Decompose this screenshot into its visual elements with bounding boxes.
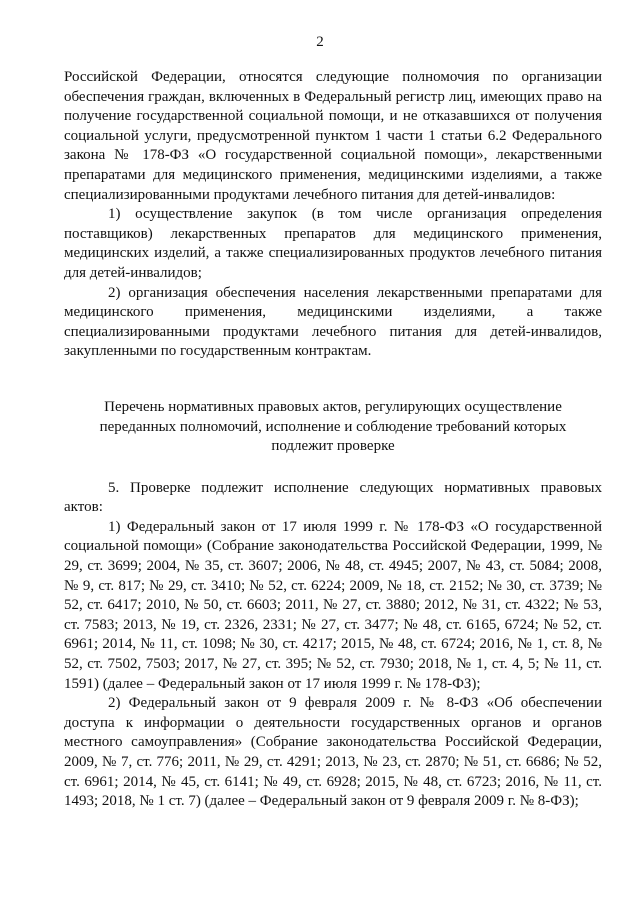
clause-5: 5. Проверке подлежит исполнение следующих нормативных правовых актов: [64,479,602,516]
section-heading: Перечень нормативных правовых актов, регулирующих осуществление переданных полномочий, исполнение и соблюдение требований которых подлежит проверке [99,398,567,455]
list-item-1: 1) осуществление закупок (в том числе организация определения поставщиков) лекарственных препаратов для медицинского применения, медицинских изделий, а также специализированных продуктов лечебного питания для детей-инвалидов; [64,206,602,281]
law-item-1: 1) Федеральный закон от 17 июля 1999 г. № 178-ФЗ «О государственной социальной помощи» (Собрание законодательства Российской Федерации, 1999, № 29, ст. 3699; 2004, № 35, ст. 3607; 2006, № 48, ст. 4945; 2007, № 43, ст. 5084; 2008, № 9, ст. 817; № 29, ст. 3410; № 52, ст. 6224; 2009, № 18, ст. 2152; № 30, ст. 3739; № 52, ст. 6417; 2010, № 50, ст. 6603; 2011, № 27, ст. 3880; 2012, № 31, ст. 4322; № 53, ст. 7583; 2013, № 19, ст. 2326, 2331; № 27, ст. 3477; № 48, ст. 6165, 6724; № 52, ст. 6961; 2014, № 11, ст. 1098; № 30, ст. 4217; 2015, № 48, ст. 6724; 2016, № 1, ст. 8, № 52, ст. 7502, 7503; 2017, № 27, ст. 395; № 52, ст. 7930; 2018, № 1, ст. 4, 5; № 11, ст. 1591) (далее – Федеральный закон от 17 июля 1999 г. № 178-ФЗ); [64,518,602,692]
document-body [64,68,602,812]
law-item-2: 2) Федеральный закон от 9 февраля 2009 г. № 8-ФЗ «Об обеспечении доступа к информации о деятельности государственных органов и органов местного самоуправления» (Собрание законодательства Российской Федерации, 2009, № 7, ст. 776; 2011, № 29, ст. 4291; 2013, № 23, ст. 2870; № 51, ст. 6686; № 52, ст. 6961; 2014, № 45, ст. 6141; № 49, ст. 6928; 2015, № 48, ст. 6723; 2016, № 11, ст. 1493; 2018, № 1 ст. 7) (далее – Федеральный закон от 9 февраля 2009 г. № 8-ФЗ); [64,695,602,810]
intro-paragraph: Российской Федерации, относятся следующие полномочия по организации обеспечения граждан, включенных в Федеральный регистр лиц, имеющих право на получение государственной социальной помощи, и не отказавшихся от получения социальной услуги, предусмотренной пунктом 1 части 1 статьи 6.2 Федерального закона № 178-ФЗ «О государственной социальной помощи», лекарственными препаратами для медицинского применения, медицинскими изделиями, а также специализированными продуктами лечебного питания для детей-инвалидов: [64,69,602,203]
list-item-2: 2) организация обеспечения населения лекарственными препаратами для медицинского применения, медицинскими изделиями, а также специализированными продуктами лечебного питания для детей-инвалидов, закупленными по государственным контрактам. [64,284,602,360]
page-number: 2 [316,34,324,50]
